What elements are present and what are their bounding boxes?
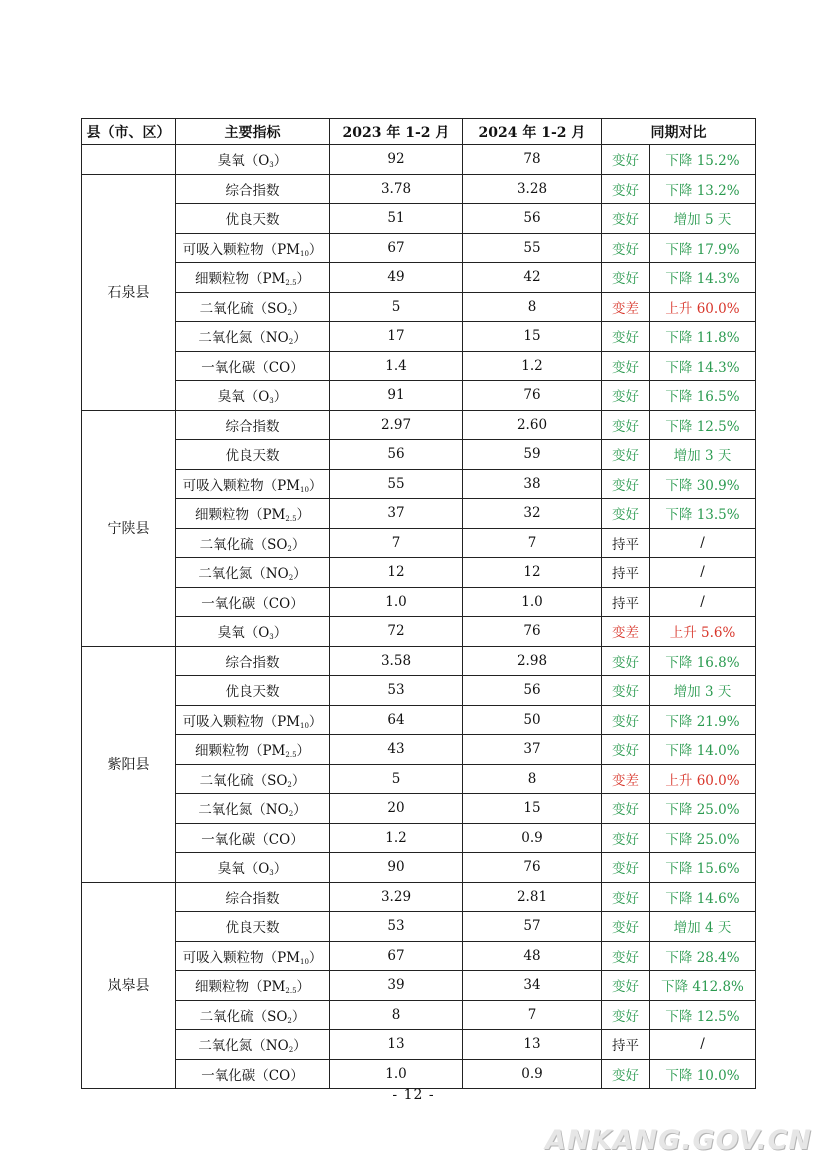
indicator-label: 细颗粒物（PM (194, 979, 286, 996)
value-2024-cell: 76 (463, 617, 602, 647)
indicator-cell (176, 853, 330, 883)
trend-cell: 持平 (602, 558, 650, 588)
site-watermark: ANKANG.GOV.CN (545, 1125, 812, 1156)
value-2024-cell: 15 (463, 794, 602, 824)
indicator-cell (176, 971, 330, 1001)
county-cell: 宁陕县 (82, 410, 176, 646)
indicator-label: 二氧化氮（NO (198, 1038, 289, 1055)
indicator-cell (176, 381, 330, 411)
indicator-suffix: ） (291, 300, 306, 317)
county-cell: 石泉县 (82, 174, 176, 410)
value-2024-cell: 1.0 (463, 587, 602, 617)
indicator-label: 细颗粒物（PM (194, 507, 286, 524)
indicator-cell (176, 941, 330, 971)
indicator-label: 一氧化碳（CO） (201, 831, 304, 848)
trend-cell: 变好 (602, 469, 650, 499)
value-2024-cell: 42 (463, 263, 602, 293)
change-cell: 下降 15.6% (650, 853, 756, 883)
indicator-cell (176, 174, 330, 204)
trend-cell: 变好 (602, 381, 650, 411)
indicator-subscript: 3 (269, 633, 274, 642)
value-2023-cell: 67 (330, 233, 463, 263)
indicator-suffix: ） (273, 389, 288, 406)
indicator-cell (176, 233, 330, 263)
indicator-suffix: ） (291, 1008, 306, 1025)
value-2023-cell: 12 (330, 558, 463, 588)
indicator-label: 可吸入颗粒物（PM (182, 713, 300, 730)
value-2024-cell: 57 (463, 912, 602, 942)
indicator-label: 细颗粒物（PM (194, 743, 286, 760)
value-2024-cell: 0.9 (463, 823, 602, 853)
trend-cell: 变好 (602, 794, 650, 824)
indicator-suffix: ） (296, 507, 311, 524)
county-cell: 紫阳县 (82, 646, 176, 882)
value-2023-cell: 5 (330, 292, 463, 322)
table-row (82, 263, 756, 293)
indicator-cell (176, 882, 330, 912)
table-row (82, 823, 756, 853)
trend-cell: 变好 (602, 322, 650, 352)
indicator-label: 臭氧（O (217, 625, 270, 642)
value-2023-cell: 5 (330, 764, 463, 794)
indicator-label: 二氧化氮（NO (198, 330, 289, 347)
change-cell: / (650, 558, 756, 588)
indicator-subscript: 10 (300, 957, 309, 966)
indicator-suffix: ） (291, 772, 306, 789)
indicator-subscript: 2.5 (285, 751, 297, 760)
indicator-cell (176, 263, 330, 293)
indicator-subscript: 3 (269, 869, 274, 878)
value-2023-cell: 64 (330, 705, 463, 735)
change-cell: 下降 16.8% (650, 646, 756, 676)
indicator-cell (176, 322, 330, 352)
value-2023-cell: 56 (330, 440, 463, 470)
trend-cell: 变好 (602, 971, 650, 1001)
value-2023-cell: 1.2 (330, 823, 463, 853)
indicator-subscript: 2 (287, 308, 292, 317)
header-2023: 2023 年 1-2 月 (330, 119, 463, 145)
change-cell: 增加 4 天 (650, 912, 756, 942)
trend-cell: 持平 (602, 587, 650, 617)
trend-cell: 变好 (602, 233, 650, 263)
trend-cell: 变好 (602, 1059, 650, 1089)
indicator-label: 二氧化硫（SO (199, 536, 288, 553)
table-row (82, 971, 756, 1001)
table-header-row (82, 119, 756, 145)
indicator-cell (176, 646, 330, 676)
indicator-suffix: ） (273, 861, 288, 878)
value-2023-cell: 8 (330, 1000, 463, 1030)
change-cell: 增加 5 天 (650, 204, 756, 234)
indicator-suffix: ） (308, 477, 323, 494)
trend-cell: 变差 (602, 764, 650, 794)
indicator-cell (176, 440, 330, 470)
change-cell: 下降 13.5% (650, 499, 756, 529)
indicator-cell (176, 469, 330, 499)
change-cell: 下降 21.9% (650, 705, 756, 735)
table-row (82, 764, 756, 794)
value-2023-cell: 72 (330, 617, 463, 647)
indicator-cell (176, 617, 330, 647)
value-2023-cell: 39 (330, 971, 463, 1001)
value-2023-cell: 53 (330, 912, 463, 942)
value-2023-cell: 3.58 (330, 646, 463, 676)
indicator-subscript: 3 (269, 397, 274, 406)
indicator-cell (176, 1030, 330, 1060)
value-2024-cell: 56 (463, 204, 602, 234)
county-cell (82, 145, 176, 175)
table-row (82, 676, 756, 706)
change-cell: 下降 17.9% (650, 233, 756, 263)
header-indicator: 主要指标 (176, 119, 330, 145)
indicator-subscript: 2.5 (285, 515, 297, 524)
table-row (82, 794, 756, 824)
change-cell: 增加 3 天 (650, 440, 756, 470)
table-row (82, 882, 756, 912)
value-2023-cell: 3.78 (330, 174, 463, 204)
change-cell: 下降 15.2% (650, 145, 756, 175)
indicator-suffix: ） (291, 536, 306, 553)
trend-cell: 持平 (602, 528, 650, 558)
change-cell: 上升 5.6% (650, 617, 756, 647)
trend-cell: 变好 (602, 823, 650, 853)
indicator-cell (176, 1000, 330, 1030)
indicator-subscript: 10 (300, 249, 309, 258)
indicator-suffix: ） (293, 802, 307, 819)
change-cell: 下降 412.8% (650, 971, 756, 1001)
indicator-label: 优良天数 (225, 920, 280, 937)
change-cell: 下降 16.5% (650, 381, 756, 411)
table-row (82, 440, 756, 470)
change-cell: 下降 28.4% (650, 941, 756, 971)
table-row (82, 853, 756, 883)
indicator-suffix: ） (296, 743, 311, 760)
indicator-cell (176, 351, 330, 381)
indicator-label: 一氧化碳（CO） (201, 1067, 304, 1084)
indicator-cell (176, 292, 330, 322)
table-row (82, 587, 756, 617)
indicator-suffix: ） (308, 713, 323, 730)
indicator-label: 细颗粒物（PM (194, 271, 286, 288)
trend-cell: 变好 (602, 882, 650, 912)
indicator-label: 臭氧（O (217, 861, 270, 878)
trend-cell: 变好 (602, 351, 650, 381)
trend-cell: 变好 (602, 853, 650, 883)
value-2024-cell: 7 (463, 528, 602, 558)
change-cell: 下降 14.6% (650, 882, 756, 912)
value-2024-cell: 15 (463, 322, 602, 352)
trend-cell: 变好 (602, 174, 650, 204)
indicator-label: 综合指数 (225, 182, 280, 199)
indicator-cell (176, 528, 330, 558)
indicator-label: 综合指数 (225, 654, 280, 671)
indicator-label: 优良天数 (225, 212, 280, 229)
value-2023-cell: 91 (330, 381, 463, 411)
indicator-cell (176, 764, 330, 794)
value-2024-cell: 48 (463, 941, 602, 971)
table-row (82, 145, 756, 175)
indicator-subscript: 2 (287, 544, 292, 553)
indicator-label: 一氧化碳（CO） (201, 359, 304, 376)
indicator-subscript: 3 (269, 161, 274, 170)
indicator-label: 综合指数 (225, 418, 280, 435)
indicator-suffix: ） (293, 1038, 307, 1055)
indicator-subscript: 2 (288, 338, 294, 347)
table-row (82, 381, 756, 411)
table-row (82, 469, 756, 499)
indicator-label: 二氧化氮（NO (198, 802, 289, 819)
indicator-subscript: 10 (300, 485, 309, 494)
table-body (82, 145, 756, 1089)
header-2024: 2024 年 1-2 月 (463, 119, 602, 145)
indicator-suffix: ） (293, 566, 307, 583)
value-2024-cell: 76 (463, 853, 602, 883)
indicator-cell (176, 794, 330, 824)
value-2023-cell: 1.4 (330, 351, 463, 381)
change-cell: 下降 12.5% (650, 1000, 756, 1030)
indicator-subscript: 2.5 (285, 987, 297, 996)
indicator-label: 综合指数 (225, 890, 280, 907)
trend-cell: 变差 (602, 292, 650, 322)
indicator-suffix: ） (273, 153, 288, 170)
value-2024-cell: 59 (463, 440, 602, 470)
indicator-label: 可吸入颗粒物（PM (182, 949, 300, 966)
indicator-label: 臭氧（O (217, 389, 270, 406)
trend-cell: 变好 (602, 410, 650, 440)
change-cell: 下降 25.0% (650, 823, 756, 853)
indicator-label: 一氧化碳（CO） (201, 595, 304, 612)
indicator-cell (176, 587, 330, 617)
change-cell: 上升 60.0% (650, 292, 756, 322)
table-row (82, 558, 756, 588)
table-row (82, 204, 756, 234)
page-number: - 12 - (392, 1087, 435, 1103)
change-cell: 下降 25.0% (650, 794, 756, 824)
value-2024-cell: 8 (463, 764, 602, 794)
value-2023-cell: 92 (330, 145, 463, 175)
indicator-label: 二氧化氮（NO (198, 566, 289, 583)
indicator-label: 二氧化硫（SO (199, 300, 288, 317)
change-cell: 下降 14.0% (650, 735, 756, 765)
indicator-cell (176, 912, 330, 942)
indicator-suffix: ） (296, 979, 311, 996)
change-cell: 下降 12.5% (650, 410, 756, 440)
change-cell: 上升 60.0% (650, 764, 756, 794)
table-row (82, 351, 756, 381)
indicator-cell (176, 735, 330, 765)
table-row (82, 499, 756, 529)
value-2023-cell: 1.0 (330, 587, 463, 617)
value-2023-cell: 43 (330, 735, 463, 765)
indicator-subscript: 2.5 (285, 279, 297, 288)
value-2024-cell: 7 (463, 1000, 602, 1030)
indicator-cell (176, 204, 330, 234)
trend-cell: 持平 (602, 1030, 650, 1060)
value-2023-cell: 20 (330, 794, 463, 824)
indicator-cell (176, 676, 330, 706)
value-2024-cell: 13 (463, 1030, 602, 1060)
value-2023-cell: 67 (330, 941, 463, 971)
value-2024-cell: 76 (463, 381, 602, 411)
table-row (82, 912, 756, 942)
value-2023-cell: 37 (330, 499, 463, 529)
change-cell: 下降 13.2% (650, 174, 756, 204)
change-cell: / (650, 587, 756, 617)
indicator-cell (176, 705, 330, 735)
table-row (82, 617, 756, 647)
table-row (82, 735, 756, 765)
table-row (82, 528, 756, 558)
value-2024-cell: 78 (463, 145, 602, 175)
indicator-subscript: 2 (287, 1016, 292, 1025)
air-quality-table (81, 118, 756, 1089)
value-2023-cell: 17 (330, 322, 463, 352)
change-cell: 下降 30.9% (650, 469, 756, 499)
value-2024-cell: 2.98 (463, 646, 602, 676)
value-2024-cell: 0.9 (463, 1059, 602, 1089)
change-cell: 下降 14.3% (650, 263, 756, 293)
value-2023-cell: 3.29 (330, 882, 463, 912)
trend-cell: 变好 (602, 676, 650, 706)
value-2023-cell: 53 (330, 676, 463, 706)
value-2023-cell: 49 (330, 263, 463, 293)
value-2024-cell: 2.60 (463, 410, 602, 440)
trend-cell: 变好 (602, 263, 650, 293)
table-row (82, 410, 756, 440)
value-2024-cell: 56 (463, 676, 602, 706)
indicator-cell (176, 1059, 330, 1089)
value-2024-cell: 1.2 (463, 351, 602, 381)
indicator-suffix: ） (296, 271, 311, 288)
indicator-label: 优良天数 (225, 684, 280, 701)
value-2024-cell: 8 (463, 292, 602, 322)
indicator-label: 可吸入颗粒物（PM (182, 241, 300, 258)
indicator-subscript: 10 (300, 721, 309, 730)
header-county: 县（市、区） (82, 119, 176, 145)
table-row (82, 705, 756, 735)
change-cell: 下降 14.3% (650, 351, 756, 381)
value-2023-cell: 2.97 (330, 410, 463, 440)
indicator-cell (176, 558, 330, 588)
table-row (82, 233, 756, 263)
trend-cell: 变好 (602, 912, 650, 942)
table-row (82, 322, 756, 352)
value-2024-cell: 37 (463, 735, 602, 765)
change-cell: 下降 11.8% (650, 322, 756, 352)
value-2023-cell: 7 (330, 528, 463, 558)
value-2024-cell: 2.81 (463, 882, 602, 912)
indicator-subscript: 2 (288, 810, 294, 819)
trend-cell: 变好 (602, 499, 650, 529)
indicator-label: 二氧化硫（SO (199, 772, 288, 789)
trend-cell: 变好 (602, 941, 650, 971)
value-2023-cell: 1.0 (330, 1059, 463, 1089)
value-2024-cell: 38 (463, 469, 602, 499)
table-row (82, 1000, 756, 1030)
table-row (82, 292, 756, 322)
table-row (82, 174, 756, 204)
indicator-cell (176, 410, 330, 440)
table-row (82, 1059, 756, 1089)
value-2024-cell: 34 (463, 971, 602, 1001)
value-2023-cell: 13 (330, 1030, 463, 1060)
trend-cell: 变好 (602, 204, 650, 234)
value-2024-cell: 55 (463, 233, 602, 263)
county-cell: 岚皋县 (82, 882, 176, 1089)
indicator-label: 臭氧（O (217, 153, 270, 170)
indicator-suffix: ） (293, 330, 307, 347)
indicator-subscript: 2 (287, 780, 292, 789)
trend-cell: 变好 (602, 440, 650, 470)
indicator-label: 二氧化硫（SO (199, 1008, 288, 1025)
value-2023-cell: 90 (330, 853, 463, 883)
change-cell: / (650, 1030, 756, 1060)
trend-cell: 变好 (602, 705, 650, 735)
trend-cell: 变好 (602, 735, 650, 765)
indicator-suffix: ） (308, 949, 323, 966)
trend-cell: 变好 (602, 1000, 650, 1030)
value-2024-cell: 12 (463, 558, 602, 588)
trend-cell: 变差 (602, 617, 650, 647)
value-2024-cell: 32 (463, 499, 602, 529)
change-cell: / (650, 528, 756, 558)
value-2024-cell: 3.28 (463, 174, 602, 204)
indicator-subscript: 2 (288, 574, 294, 583)
table-row (82, 1030, 756, 1060)
indicator-cell (176, 823, 330, 853)
value-2023-cell: 55 (330, 469, 463, 499)
change-cell: 下降 10.0% (650, 1059, 756, 1089)
indicator-suffix: ） (308, 241, 323, 258)
value-2023-cell: 51 (330, 204, 463, 234)
table-row (82, 646, 756, 676)
header-comparison: 同期对比 (602, 119, 756, 145)
table-row (82, 941, 756, 971)
indicator-suffix: ） (273, 625, 288, 642)
indicator-label: 优良天数 (225, 448, 280, 465)
indicator-subscript: 2 (288, 1046, 294, 1055)
indicator-label: 可吸入颗粒物（PM (182, 477, 300, 494)
indicator-cell (176, 145, 330, 175)
trend-cell: 变好 (602, 145, 650, 175)
indicator-cell (176, 499, 330, 529)
trend-cell: 变好 (602, 646, 650, 676)
change-cell: 增加 3 天 (650, 676, 756, 706)
value-2024-cell: 50 (463, 705, 602, 735)
